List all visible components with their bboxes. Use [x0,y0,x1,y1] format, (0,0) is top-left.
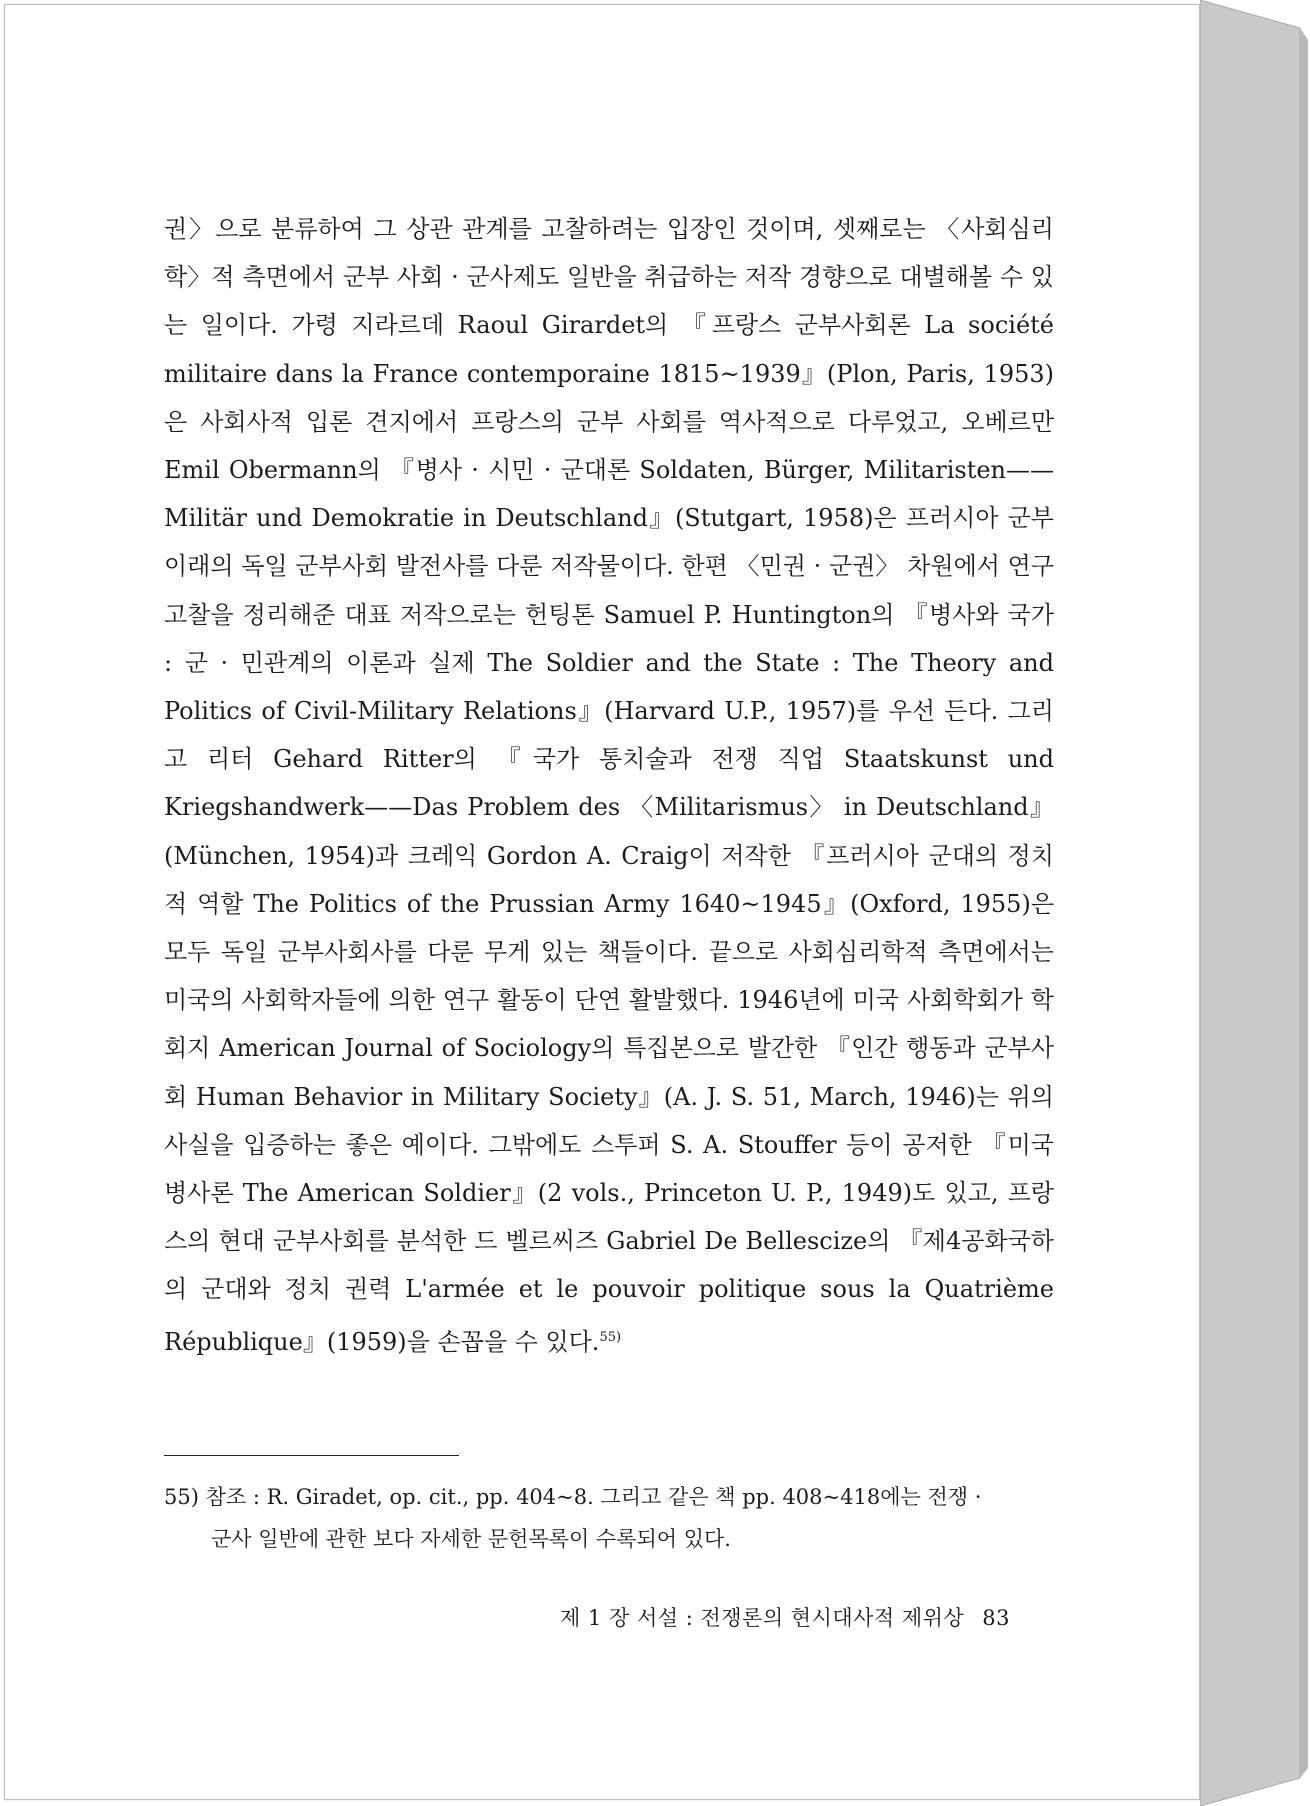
book-edge-block [1200,0,1310,1806]
footnote-line-2: 군사 일반에 관한 보다 자세한 문헌목록이 수록되어 있다. [211,1527,731,1551]
footnote-reference: 55) [599,1329,622,1345]
body-text [164,205,1054,1366]
main-paragraph [164,205,1054,1366]
footnote-divider [164,1455,459,1456]
footnote [164,1476,1054,1560]
running-footer [520,1602,1010,1632]
footnote-line-1: 55) 참조 : R. Giradet, op. cit., pp. 404~8. 그리고 같은 책 pp. 408~418에는 전쟁 · [164,1485,982,1509]
page-number: 83 [982,1606,1010,1630]
chapter-title: 제 1 장 서설 : 전쟁론의 현시대사적 제위상 [560,1606,965,1630]
paragraph-text: 권〉으로 분류하여 그 상관 관계를 고찰하려는 입장인 것이며, 셋째로는 〈사회심리학〉적 측면에서 군부 사회 · 군사제도 일반을 취급하는 저작 경향으로 대별해볼 수 있는 일이다. 가령 지라르데 Raoul Girardet의 『프랑스 군부사회론 La société militaire dans la France contemporaine 1815~1939』(Plon, Paris, 1953)은 사회사적 입론 견지에서 프랑스의 군부 사회를 역사적으로 다루었고, 오베르만 Emil Obermann의 『병사 · 시민 · 군대론 Soldaten, Bürger, Militaristen——Militär und Demokratie in Deutschland』(Stutgart, 1958)은 프러시아 군부 이래의 독일 군부사회 발전사를 다룬 저작물이다. 한편 〈민권 · 군권〉 차원에서 연구 고찰을 정리해준 대표 저작으로는 헌팅톤 Samuel P. Huntington의 『병사와 국가 : 군 · 민관계의 이론과 실제 The Soldier and the State : The Theory and Politics of Civil-Military Relations』(Harvard U.P., 1957)를 우선 든다. 그리고 리터 Gehard Ritter의 『국가 통치술과 전쟁 직업 Staatskunst und Kriegshandwerk——Das Problem des 〈Militarismus〉 in Deutschland』(München, 1954)과 크레익 Gordon A. Craig이 저작한 『프러시아 군대의 정치적 역할 The Politics of the Prussian Army 1640~1945』(Oxford, 1955)은 모두 독일 군부사회사를 다룬 무게 있는 책들이다. 끝으로 사회심리학적 측면에서는 미국의 사회학자들에 의한 연구 활동이 단연 활발했다. 1946년에 미국 사회학회가 학회지 American Journal of Sociology의 특집본으로 발간한 『인간 행동과 군부사회 Human Behavior in Military Society』(A. J. S. 51, March, 1946)는 위의 사실을 입증하는 좋은 예이다. 그밖에도 스투퍼 S. A. Stouffer 등이 공저한 『미국 병사론 The American Soldier』(2 vols., Princeton U. P., 1949)도 있고, 프랑스의 현대 군부사회를 분석한 드 벨르씨즈 Gabriel De Bellescize의 『제4공화국하의 군대와 정치 권력 L'armée et le pouvoir politique sous la Quatrième République』(1959)을 손꼽을 수 있다. [164,215,1054,1356]
